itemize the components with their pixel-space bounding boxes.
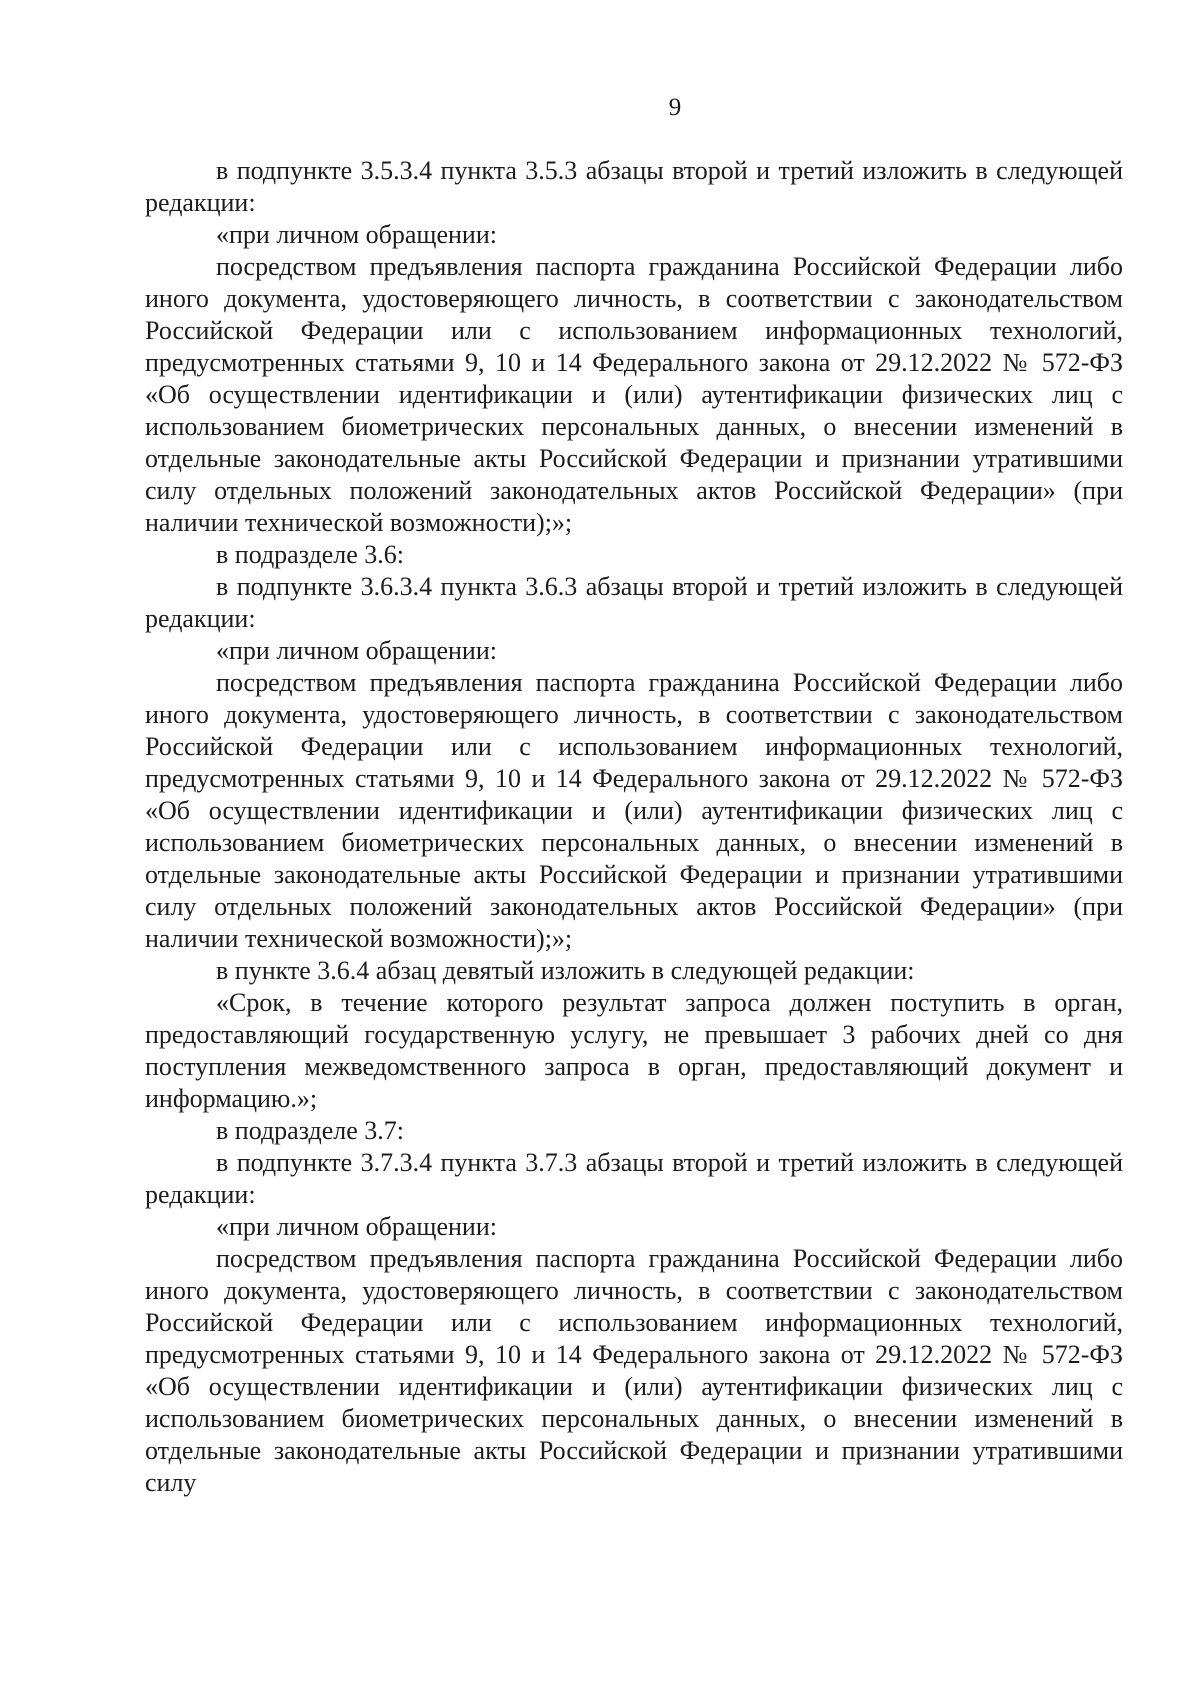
paragraph-subclause-3-6-3-4: в подпункте 3.6.3.4 пункта 3.6.3 абзацы второй и третий изложить в следующей редакции: [145,572,1123,633]
document-body [145,155,1123,1499]
paragraph-subclause-3-7-3-4: в подпункте 3.7.3.4 пункта 3.7.3 абзацы второй и третий изложить в следующей редакции: [145,1148,1123,1209]
paragraph-subsection-3-7: в подразделе 3.7: [216,1116,405,1145]
paragraph-clause-3-6-4: в пункте 3.6.4 абзац девятый изложить в следующей редакции: [216,956,915,985]
paragraph-subclause-3-5-3-4: в подпункте 3.5.3.4 пункта 3.5.3 абзацы второй и третий изложить в следующей редакции: [145,156,1123,217]
page-number: 9 [668,94,682,121]
paragraph-passport-provision-3: посредством предъявления паспорта гражданина Российской Федерации либо иного документа, удостоверяющего личность, в соответствии с законодательством Российской Федерации или с использованием информационных технологий, предусмотренных статьями 9, 10 и 14 Федерального закона от 29.12.2022 № 572-ФЗ «Об осуществлении идентификации и (или) аутентификации физических лиц с использованием биометрических персональных данных, о внесении изменений в отдельные законодательные акты Российской Федерации и признании утратившими силу [145,1244,1123,1497]
paragraph-passport-provision-2: посредством предъявления паспорта гражданина Российской Федерации либо иного документа, удостоверяющего личность, в соответствии с законодательством Российской Федерации или с использованием информационных технологий, предусмотренных статьями 9, 10 и 14 Федерального закона от 29.12.2022 № 572-ФЗ «Об осуществлении идентификации и (или) аутентификации физических лиц с использованием биометрических персональных данных, о внесении изменений в отдельные законодательные акты Российской Федерации и признании утратившими силу отдельных положений законодательных актов Российской Федерации» (при наличии технической возможности);»; [145,668,1123,953]
paragraph-personal-appeal-1: «при личном обращении: [216,220,497,249]
paragraph-subsection-3-6: в подразделе 3.6: [216,540,405,569]
paragraph-personal-appeal-3: «при личном обращении: [216,1212,497,1241]
paragraph-request-deadline: «Срок, в течение которого результат запроса должен поступить в орган, предоставляющий государственную услугу, не превышает 3 рабочих дней со дня поступления межведомственного запроса в орган, предоставляющий документ и информацию.»; [145,988,1123,1113]
paragraph-passport-provision-1: посредством предъявления паспорта гражданина Российской Федерации либо иного документа, удостоверяющего личность, в соответствии с законодательством Российской Федерации или с использованием информационных технологий, предусмотренных статьями 9, 10 и 14 Федерального закона от 29.12.2022 № 572-ФЗ «Об осуществлении идентификации и (или) аутентификации физических лиц с использованием биометрических персональных данных, о внесении изменений в отдельные законодательные акты Российской Федерации и признании утратившими силу отдельных положений законодательных актов Российской Федерации» (при наличии технической возможности);»; [145,252,1123,537]
paragraph-personal-appeal-2: «при личном обращении: [216,636,497,665]
